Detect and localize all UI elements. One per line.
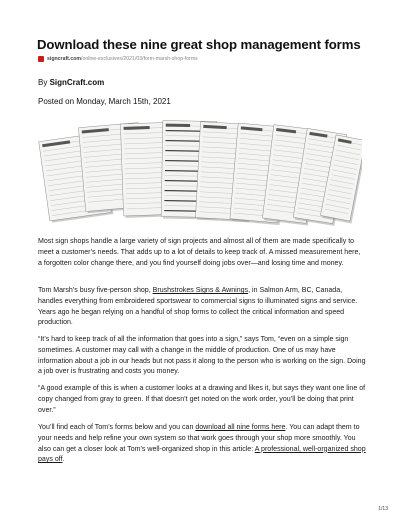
page-number: 1/13 <box>378 506 388 512</box>
link-organized-shop[interactable]: A professional, well-organized shop pays off <box>38 445 366 464</box>
p5-text-b: . You can adapt them to your needs and help refine your own system so that work goes through your shop more smoothly. You also can get a closer look at Tom’s well-organized shop in this article: <box>38 424 360 453</box>
p5-text-c: . <box>62 456 65 464</box>
link-brushstrokes[interactable]: Brushstrokes Signs & Awnings <box>152 287 249 294</box>
posted-date: Posted on Monday, March 15th, 2021 <box>38 97 171 106</box>
source-path: /online-exclusives/2021/03/form-marsh-shop-forms <box>81 56 198 62</box>
page-title: Download these nine great shop management forms <box>37 37 361 52</box>
paragraph-intro: Most sign shops handle a large variety of sign projects and almost all of them are made specifically to meet a customer’s needs. That adds up to a lot of details to keep track of. A missed measurement here, a forgotten color change there, and you find yourself doing jobs over—and losing time and money. <box>38 238 361 267</box>
p2-text-a: Tom Marsh’s busy five-person shop, <box>38 287 153 294</box>
link-download-forms[interactable]: download all nine forms here <box>195 424 286 431</box>
paragraph-shop <box>38 286 366 329</box>
paragraph-quote-2: “A good example of this is when a customer looks at a drawing and likes it, but says they want one line of copy changed from gray to green. If that doesn’t get noted on the work order, you’ll be doing that print over.” <box>38 385 366 414</box>
paragraph-quote-1: “It’s hard to keep track of all the information that goes into a sign,” says Tom, “even on a simple sign sometimes. A customer may call with a change in the middle of production. One of us may have information about a job in our heads but not pass it along to the person who is working on the sign. Doing a job over is frustrating and costs you money. <box>38 336 366 376</box>
p2-text-b: , in Salmon Arm, BC, Canada, handles everything from embroidered sportswear to commercial signs to illuminated signs and service. Years ago he began relying on a handful of shop forms to collect the critical information and speed production. <box>38 287 358 327</box>
byline <box>38 78 104 87</box>
site-favicon-icon <box>38 56 44 62</box>
source-url[interactable] <box>38 56 198 62</box>
p5-text-a: You’ll find each of Tom’s forms below and you can <box>38 424 196 431</box>
author: SignCraft.com <box>49 78 105 87</box>
hero-image-forms <box>38 115 362 230</box>
byline-prefix: By <box>38 78 50 87</box>
paragraph-download <box>38 423 366 466</box>
source-domain: signcraft.com <box>47 56 82 62</box>
